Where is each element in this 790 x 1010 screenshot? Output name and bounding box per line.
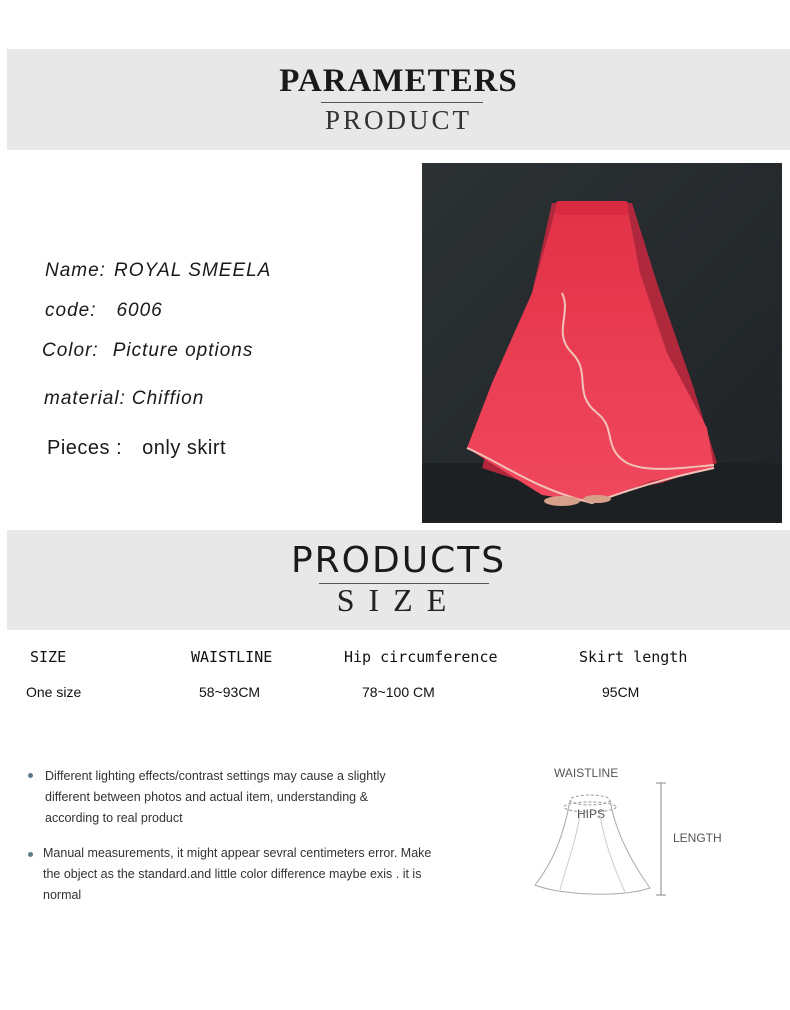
parameters-title: PARAMETERS [279, 63, 518, 99]
cell-waistline: 58~93CM [199, 684, 261, 700]
size-title: PRODUCTS [290, 540, 507, 581]
length-label: LENGTH [673, 831, 722, 845]
bullet-icon [28, 852, 33, 857]
pieces-value: only skirt [142, 437, 227, 459]
parameters-subtitle: PRODUCT [324, 105, 473, 135]
code-value: 6006 [116, 300, 163, 321]
parameters-header [7, 49, 790, 150]
param-color [42, 340, 253, 362]
name-value: ROYAL SMEELA [113, 260, 272, 281]
name-label: Name: [45, 260, 106, 281]
param-name [45, 260, 271, 282]
skirt-illustration [422, 163, 782, 523]
hips-label: HIPS [577, 807, 606, 821]
note-lighting: Different lighting effects/contrast settings may cause a slightly different between photos and actual item, understanding & according to real product [45, 769, 386, 825]
measurement-diagram [530, 760, 750, 910]
material-value: Chiffion [131, 388, 205, 409]
cell-size: One size [26, 684, 82, 700]
size-header [7, 530, 790, 630]
cell-hip: 78~100 CM [362, 684, 435, 700]
size-subtitle: SIZE [336, 582, 461, 618]
color-label: Color: [42, 340, 99, 361]
col-header-length: Skirt length [579, 648, 688, 666]
skirt-outline-icon [530, 760, 750, 910]
material-label: material: [44, 388, 126, 409]
code-label: code: [45, 300, 97, 321]
param-pieces [47, 437, 226, 460]
header-divider [321, 102, 483, 103]
param-code [45, 300, 163, 322]
param-material [44, 388, 204, 410]
color-value: Picture options [112, 340, 254, 361]
col-header-hip: Hip circumference [344, 648, 498, 666]
pieces-label: Pieces : [47, 437, 123, 459]
note-measurements: Manual measurements, it might appear sevral centimeters error. Make the object as the standard.and little color difference maybe exis . it is normal [43, 846, 432, 902]
col-header-waistline: WAISTLINE [191, 648, 273, 666]
col-header-size: SIZE [30, 648, 67, 666]
product-photo [422, 163, 782, 523]
waistline-label: WAISTLINE [554, 766, 619, 780]
bullet-icon [28, 773, 33, 778]
cell-length: 95CM [602, 684, 640, 700]
